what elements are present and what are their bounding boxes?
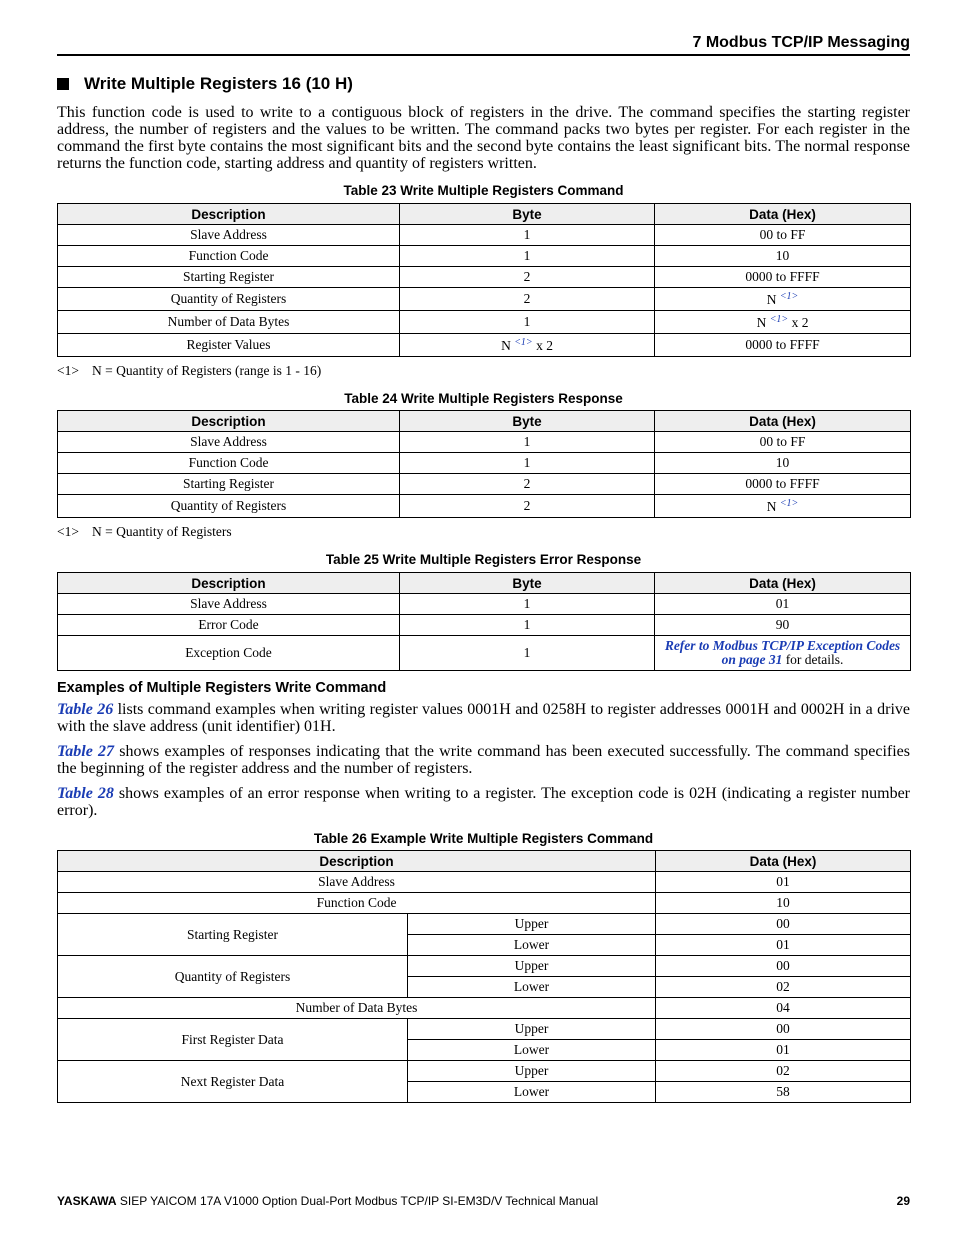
cell-byte: 1 [400, 432, 655, 453]
footnote-text: N = Quantity of Registers (range is 1 - 16) [92, 363, 322, 378]
header-byte: Byte [400, 204, 655, 225]
footer-manual-title [57, 1194, 598, 1208]
table-row [58, 594, 911, 615]
cell-description: Starting Register [58, 914, 408, 956]
table-row [58, 267, 911, 288]
cell-byte: 1 [400, 615, 655, 636]
cell-description: Quantity of Registers [58, 956, 408, 998]
header-rule [57, 54, 910, 56]
cell-byte-part: Lower [408, 977, 656, 998]
table-row [58, 453, 911, 474]
cell-data: 01 [656, 1040, 911, 1061]
cell-data-value: N [766, 498, 777, 514]
table24-footnote [57, 524, 232, 540]
footnote-label: <1> [57, 363, 79, 378]
cell-description: Quantity of Registers [58, 495, 400, 518]
table-row [58, 246, 911, 267]
cell-description: Error Code [58, 615, 400, 636]
cell-data [655, 495, 911, 518]
footnote-label: <1> [57, 524, 79, 539]
page-footer [57, 1194, 910, 1208]
cell-data [655, 311, 911, 334]
table-row [58, 893, 911, 914]
cell-data: 01 [656, 872, 911, 893]
table23-caption: Table 23 Write Multiple Registers Command [343, 183, 624, 198]
cell-byte: 1 [400, 453, 655, 474]
paragraph-text: shows examples of an error response when writing to a register. The exception code is 02H (indicating a register number error). [57, 785, 911, 819]
cell-data: 58 [656, 1082, 911, 1103]
cell-description: Number of Data Bytes [58, 311, 400, 334]
paragraph-text: lists command examples when writing register values 0001H and 0258H to register addresses 0001H and 0002H in a drive with the slave address (unit identifier) 01H. [57, 701, 910, 735]
table24-caption: Table 24 Write Multiple Registers Response [344, 391, 623, 406]
table-header-row [58, 204, 911, 225]
examples-paragraph-1 [57, 701, 910, 735]
examples-paragraph-3 [57, 785, 910, 819]
header-data-hex: Data (Hex) [656, 851, 911, 872]
table-row [58, 225, 911, 246]
table23 [57, 203, 911, 357]
cell-data: 0000 to FFFF [655, 334, 911, 357]
cell-byte-part: Upper [408, 914, 656, 935]
cell-byte: 1 [400, 246, 655, 267]
cell-data: 02 [656, 1061, 911, 1082]
table26 [57, 850, 911, 1103]
footnote-ref[interactable]: <1> [779, 497, 799, 509]
cell-data: 00 [656, 1019, 911, 1040]
table26-caption: Table 26 Example Write Multiple Registers Command [313, 831, 654, 846]
page-number: 29 [896, 1194, 910, 1208]
intro-paragraph: This function code is used to write to a contiguous block of registers in the drive. The command specifies the starting register address, the number of registers and the values to be written. The command packs two bytes per register. For each register in the command the first byte contains the most significant bits and the second byte contains the least significant bits. The normal response returns the function code, starting address and quantity of registers written. [57, 104, 910, 172]
cell-data: 10 [656, 893, 911, 914]
times-two: x 2 [791, 314, 809, 330]
cell-data: 01 [656, 935, 911, 956]
paragraph-text: shows examples of responses indicating that the write command has been executed successfully. The command specifies the beginning of the register address and the number of registers. [57, 743, 910, 777]
table-row [58, 1061, 911, 1082]
table-row [58, 288, 911, 311]
cell-data: 0000 to FFFF [655, 474, 911, 495]
cell-data: 00 [656, 914, 911, 935]
cell-byte: 1 [400, 311, 655, 334]
header-description: Description [58, 411, 400, 432]
cell-byte: 1 [400, 225, 655, 246]
cell-data: 00 to FF [655, 225, 911, 246]
cell-description: Slave Address [58, 225, 400, 246]
footer-text: SIEP YAICOM 17A V1000 Option Dual-Port Modbus TCP/IP SI-EM3D/V Technical Manual [116, 1194, 599, 1208]
table23-footnote [57, 363, 321, 379]
cell-data-value: N [766, 291, 777, 307]
header-byte: Byte [400, 573, 655, 594]
cell-data: 0000 to FFFF [655, 267, 911, 288]
cell-description: Function Code [58, 893, 656, 914]
footnote-ref[interactable]: <1> [769, 313, 789, 325]
chapter-header: 7 Modbus TCP/IP Messaging [692, 34, 910, 51]
cell-data: 00 [656, 956, 911, 977]
cell-byte: 2 [400, 267, 655, 288]
cell-byte-part: Lower [408, 935, 656, 956]
examples-paragraph-2 [57, 743, 910, 777]
table26-link[interactable]: Table 26 [57, 701, 114, 718]
header-description: Description [58, 204, 400, 225]
table27-link[interactable]: Table 27 [57, 743, 115, 760]
cell-byte: 1 [400, 636, 655, 671]
cell-description: Number of Data Bytes [58, 998, 656, 1019]
table-row [58, 998, 911, 1019]
square-bullet-icon [57, 78, 69, 90]
footer-brand: YASKAWA [57, 1194, 117, 1208]
exception-codes-link[interactable]: Refer to Modbus TCP/IP Exception Codes on page 31 [664, 638, 901, 667]
cell-byte-part: Upper [408, 1061, 656, 1082]
cell-data: 10 [655, 453, 911, 474]
footnote-ref[interactable]: <1> [514, 336, 533, 348]
cell-byte-part: Upper [408, 956, 656, 977]
section-title-text: Write Multiple Registers 16 (10 H) [84, 74, 353, 93]
section-title [57, 74, 353, 94]
table-row [58, 914, 911, 935]
cell-description: Slave Address [58, 432, 400, 453]
cell-description: Register Values [58, 334, 400, 357]
cell-data: 90 [655, 615, 911, 636]
cell-byte-part: Lower [408, 1082, 656, 1103]
cell-byte: 2 [400, 495, 655, 518]
table-row [58, 956, 911, 977]
cell-description: Slave Address [58, 594, 400, 615]
cell-data: 00 to FF [655, 432, 911, 453]
cell-byte: 2 [400, 288, 655, 311]
table-header-row [58, 411, 911, 432]
cell-byte: 1 [400, 594, 655, 615]
table-row [58, 615, 911, 636]
cell-data [655, 288, 911, 311]
cell-description: Quantity of Registers [58, 288, 400, 311]
examples-heading: Examples of Multiple Registers Write Command [57, 680, 387, 696]
cell-byte-part: Upper [408, 1019, 656, 1040]
table25 [57, 572, 911, 671]
cell-byte [400, 334, 655, 357]
table-row [58, 311, 911, 334]
cell-data: 10 [655, 246, 911, 267]
cell-description: Next Register Data [58, 1061, 408, 1103]
table-row [58, 1019, 911, 1040]
header-description: Description [58, 851, 656, 872]
table-header-row [58, 851, 911, 872]
cell-description: Starting Register [58, 267, 400, 288]
header-data-hex: Data (Hex) [655, 411, 911, 432]
table25-caption: Table 25 Write Multiple Registers Error Response [325, 552, 642, 567]
cell-description: Slave Address [58, 872, 656, 893]
table-row [58, 334, 911, 357]
table-row [58, 474, 911, 495]
cell-data: 04 [656, 998, 911, 1019]
header-description: Description [58, 573, 400, 594]
table-row [58, 432, 911, 453]
cell-byte-part: Lower [408, 1040, 656, 1061]
table-row [58, 495, 911, 518]
cell-description: Function Code [58, 246, 400, 267]
cell-description: Starting Register [58, 474, 400, 495]
table24 [57, 410, 911, 518]
header-data-hex: Data (Hex) [655, 573, 911, 594]
cell-description: First Register Data [58, 1019, 408, 1061]
table-header-row [58, 573, 911, 594]
cell-byte-value: N [501, 337, 511, 353]
cell-data [655, 636, 911, 671]
cell-description: Exception Code [58, 636, 400, 671]
table-row [58, 636, 911, 671]
footnote-ref[interactable]: <1> [779, 290, 799, 302]
cell-data: 01 [655, 594, 911, 615]
table28-link[interactable]: Table 28 [57, 785, 114, 802]
cell-byte: 2 [400, 474, 655, 495]
table-row [58, 872, 911, 893]
header-byte: Byte [400, 411, 655, 432]
cell-data: 02 [656, 977, 911, 998]
header-data-hex: Data (Hex) [655, 204, 911, 225]
cell-data-value: N [756, 314, 767, 330]
cell-description: Function Code [58, 453, 400, 474]
times-two: x 2 [536, 337, 553, 353]
footnote-text: N = Quantity of Registers [92, 524, 232, 539]
exception-suffix: for details. [782, 652, 844, 667]
